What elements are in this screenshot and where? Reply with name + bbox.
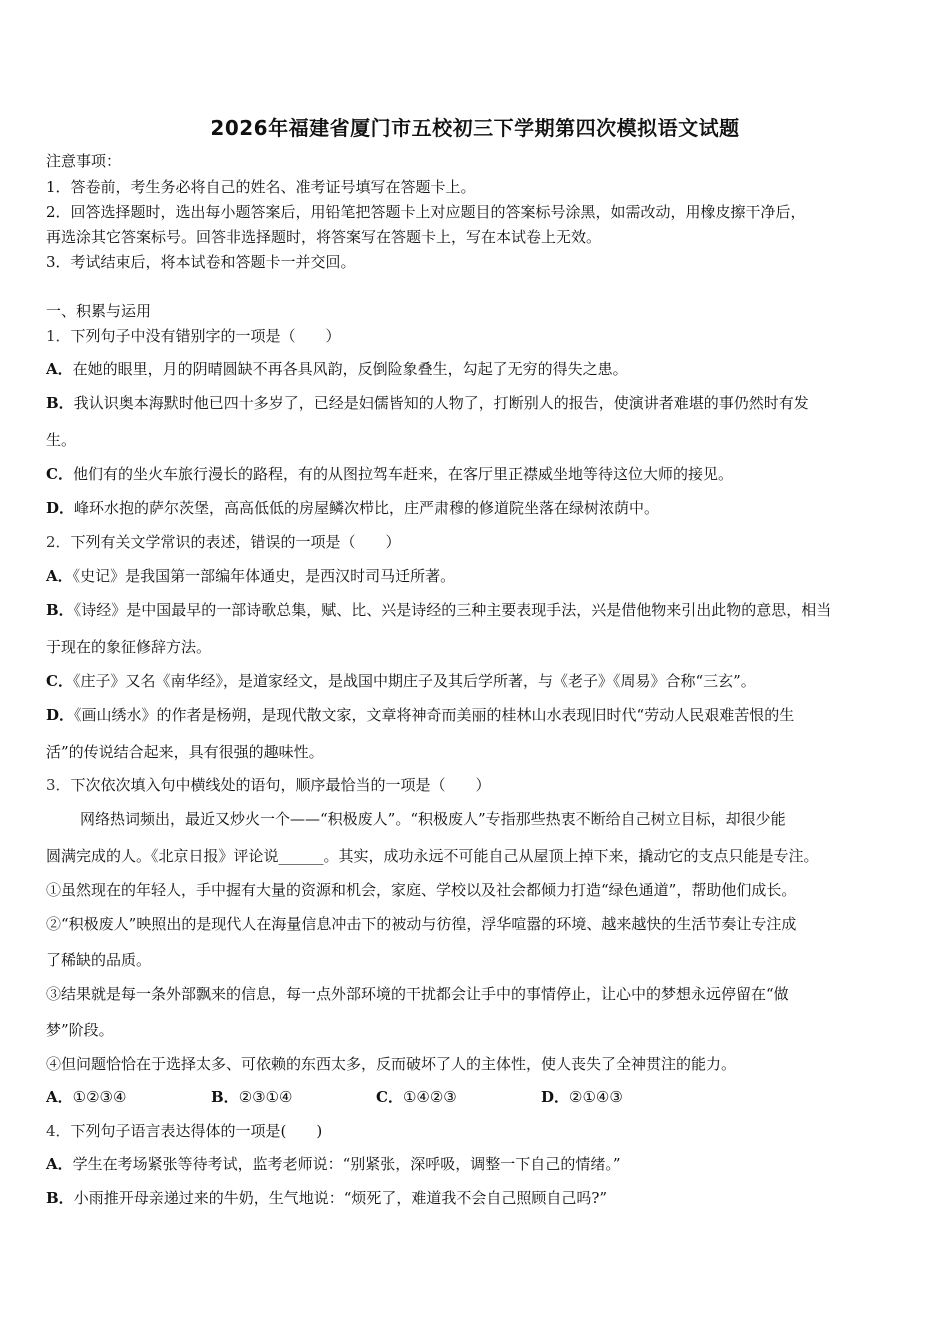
q1-option-d [46, 498, 916, 518]
option-text: 《庄子》又名《南华经》，是道家经文，是战国中期庄子及其后学所著，与《老子》《周易》合称“三玄”。 [72, 672, 756, 690]
option-label: A． [46, 567, 73, 585]
passage-line: 网络热词频出，最近又炒火一个——“积极废人”。“积极废人”专指那些热衷不断给自己树立目标，却很少能 [80, 810, 786, 828]
q3-choice-d: D．②①④③ [541, 1088, 623, 1106]
question-2-stem [46, 532, 916, 552]
q2-option-b [46, 600, 916, 620]
notice-item: 2．回答选择题时，选出每小题答案后，用铅笔把答题卡上对应题目的答案标号涂黑，如需改动，用橡皮擦干净后， [46, 203, 806, 221]
option-label: B． [46, 1189, 74, 1207]
option-text: 小雨推开母亲递过来的牛奶，生气地说：“烦死了，难道我不会自己照顾自己吗?” [73, 1189, 608, 1207]
option-label: A． [46, 1155, 73, 1173]
option-text: 于现在的象征修辞方法。 [46, 638, 212, 656]
passage-line: ④但问题恰恰在于选择太多、可依赖的东西太多，反而破坏了人的主体性，使人丧失了全神贯注的能力。 [46, 1055, 737, 1073]
option-text: 他们有的坐火车旅行漫长的路程，有的从图拉驾车赶来，在客厅里正襟威坐地等待这位大师的接见。 [72, 465, 733, 483]
option-text: 生。 [46, 431, 77, 449]
q2-option-d [46, 705, 916, 725]
question-number: 1． [46, 327, 71, 345]
option-text: 活”的传说结合起来，具有很强的趣味性。 [46, 743, 324, 761]
notice-heading: 注意事项： [46, 152, 122, 170]
option-label: C． [46, 672, 73, 690]
question-text: 下列句子语言表达得体的一项是( ) [70, 1122, 323, 1140]
passage-line: 了稀缺的品质。 [46, 951, 152, 969]
question-text: 下列有关文学常识的表述，错误的一项是（ ） [70, 533, 401, 551]
option-text: 《画山绣水》的作者是杨朔，是现代散文家，文章将神奇而美丽的桂林山水表现旧时代“劳动人民艰难苦恨的生 [74, 706, 795, 724]
q2-option-d-cont [46, 742, 916, 762]
q3-choice-c: C．①④②③ [376, 1088, 457, 1106]
q2-option-a [46, 566, 916, 586]
notice-item: 3．考试结束后，将本试卷和答题卡一并交回。 [46, 253, 356, 271]
question-1-stem [46, 326, 916, 346]
question-3-stem [46, 775, 916, 795]
option-text: 学生在考场紧张等待考试，监考老师说：“别紧张，深呼吸，调整一下自己的情绪。” [72, 1155, 621, 1173]
notice-item: 1．答卷前，考生务必将自己的姓名、准考证号填写在答题卡上。 [46, 178, 476, 196]
question-number: 4． [46, 1122, 71, 1140]
passage-line: 梦”阶段。 [46, 1021, 114, 1039]
passage-line: 圆满完成的人。《北京日报》评论说______。其实，成功永远不可能自己从屋顶上掉下来，撬动它的支点只能是专注。 [46, 847, 819, 865]
q4-option-a [46, 1154, 916, 1174]
option-text: 《诗经》是中国最早的一部诗歌总集，赋、比、兴是诗经的三种主要表现手法，兴是借他物来引出此物的意思，相当 [73, 601, 832, 619]
option-text: 在她的眼里，月的阴晴圆缺不再各具风韵，反倒险象叠生，勾起了无穷的得失之患。 [72, 360, 628, 378]
section-heading: 一、积累与运用 [46, 302, 152, 320]
option-label: D． [46, 706, 75, 724]
q3-choices [46, 1087, 916, 1107]
q1-option-b [46, 393, 916, 413]
q1-option-a [46, 359, 916, 379]
option-label: A． [46, 360, 73, 378]
q4-option-b [46, 1188, 916, 1208]
q3-choice-a: A．①②③④ [46, 1088, 127, 1106]
passage-line: ②“积极废人”映照出的是现代人在海量信息冲击下的被动与彷徨，浮华喧嚣的环境、越来越快的生活节奏让专注成 [46, 915, 797, 933]
option-label: D． [46, 499, 75, 517]
question-4-stem [46, 1121, 916, 1141]
exam-title: 2026年福建省厦门市五校初三下学期第四次模拟语文试题 [210, 116, 740, 140]
passage-line: ③结果就是每一条外部飘来的信息，每一点外部环境的干扰都会让手中的事情停止，让心中的梦想永远停留在“做 [46, 985, 789, 1003]
option-label: C． [46, 465, 73, 483]
question-number: 3． [46, 776, 71, 794]
question-text: 下列句子中没有错别字的一项是（ ） [70, 327, 341, 345]
option-label: B． [46, 394, 74, 412]
q3-choice-b: B．②③①④ [211, 1088, 293, 1106]
passage-line: ①虽然现在的年轻人，手中握有大量的资源和机会，家庭、学校以及社会都倾力打造“绿色通道”，帮助他们成长。 [46, 881, 797, 899]
question-text: 下次依次填入句中横线处的语句，顺序最恰当的一项是（ ） [70, 776, 491, 794]
question-number: 2． [46, 533, 71, 551]
q1-option-c [46, 464, 916, 484]
option-text: 峰环水抱的萨尔茨堡，高高低低的房屋鳞次栉比，庄严肃穆的修道院坐落在绿树浓荫中。 [74, 499, 660, 517]
q2-option-b-cont [46, 637, 916, 657]
option-text: 《史记》是我国第一部编年体通史，是西汉时司马迁所著。 [72, 567, 456, 585]
option-text: 我认识奥本海默时他已四十多岁了，已经是妇儒皆知的人物了，打断别人的报告，使演讲者难堪的事仍然时有发 [73, 394, 809, 412]
notice-item: 再选涂其它答案标号。回答非选择题时，将答案写在答题卡上，写在本试卷上无效。 [46, 228, 602, 246]
q1-option-b-cont [46, 430, 916, 450]
option-label: B． [46, 601, 74, 619]
q2-option-c [46, 671, 916, 691]
